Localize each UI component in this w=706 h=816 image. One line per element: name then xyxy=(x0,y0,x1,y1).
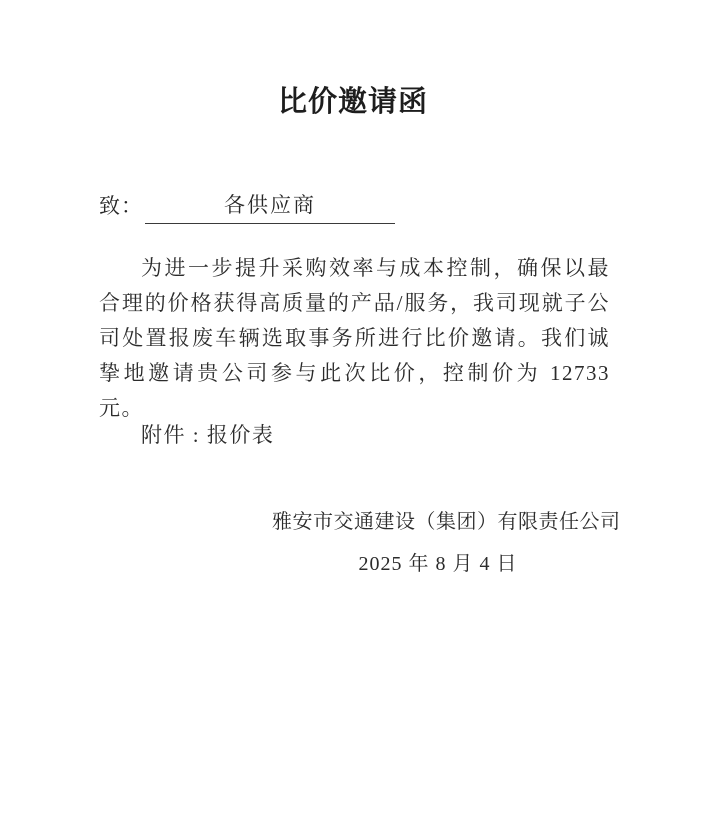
body-paragraph: 为进一步提升采购效率与成本控制，确保以最合理的价格获得高质量的产品/服务，我司现就子公司处置报废车辆选取事务所进行比价邀请。我们诚挚地邀请贵公司参与此次比价，控制价为 12733 元。 xyxy=(99,256,610,420)
recipient-label: 致： xyxy=(99,194,143,218)
signature-block xyxy=(272,501,621,585)
recipient-name-underlined: 各供应商 xyxy=(145,189,395,224)
company-name: 雅安市交通建设（集团）有限责任公司 xyxy=(272,511,621,533)
attachment-line: 附件 : 报价表 xyxy=(141,423,275,447)
signature-date: 2025 年 8 月 4 日 xyxy=(358,553,518,575)
recipient-line xyxy=(99,189,395,224)
document-title: 比价邀请函 xyxy=(277,86,428,118)
